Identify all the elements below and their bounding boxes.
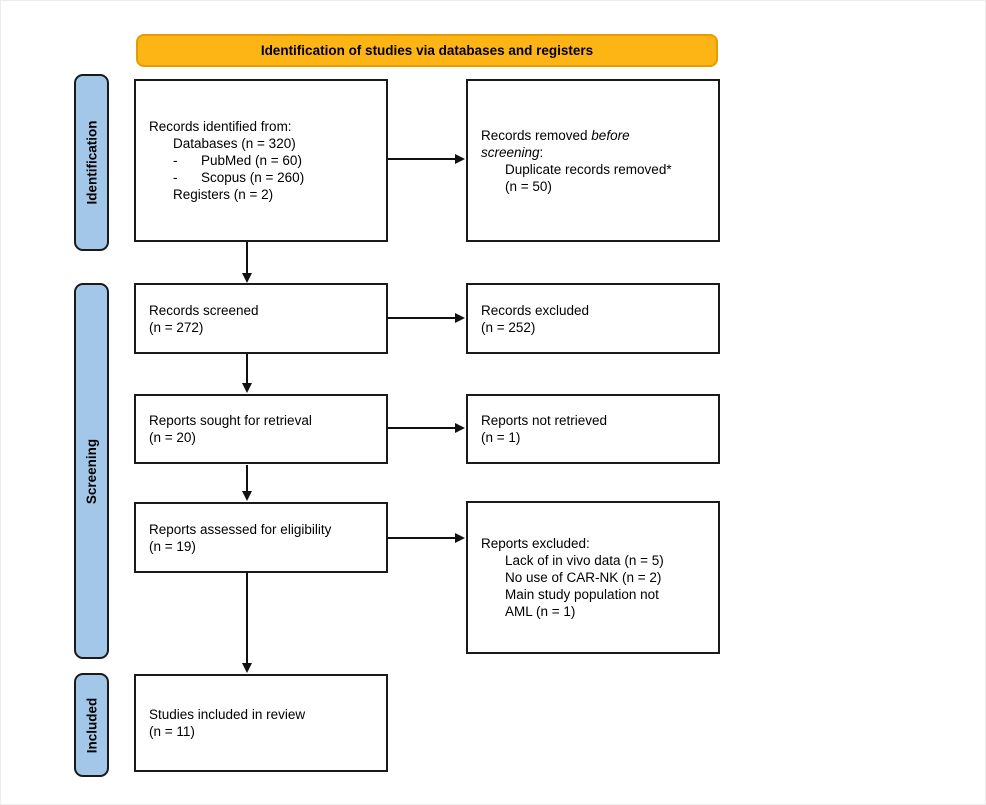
arrow-line	[246, 465, 248, 493]
box-text-line	[173, 186, 378, 203]
text-run: Reports excluded:	[481, 536, 590, 551]
text-run: Records identified from:	[149, 119, 292, 134]
text-run: Studies included in review	[149, 707, 306, 722]
box-text-line	[481, 144, 710, 161]
box-text-line	[481, 127, 710, 144]
text-run: (n = 252)	[481, 319, 536, 335]
box-studies-included-in-review	[134, 674, 388, 772]
arrowhead-right-icon	[455, 533, 465, 543]
text-run: before	[591, 127, 630, 143]
text-run: PubMed (n = 60)	[201, 153, 302, 168]
box-text-line	[149, 319, 378, 336]
box-text-line	[173, 135, 378, 152]
box-reports-sought-for-retrieval	[134, 394, 388, 464]
box-reports-assessed-for-eligibility	[134, 502, 388, 573]
box-text-line	[505, 586, 710, 603]
text-run: screening	[481, 144, 540, 160]
box-text-line	[481, 319, 710, 336]
box-reports-excluded-reasons	[466, 501, 720, 654]
dash-bullet: -	[173, 153, 178, 168]
text-run: Registers (n = 2)	[173, 187, 274, 202]
box-text-line	[173, 169, 378, 186]
text-run: Records removed	[481, 127, 592, 143]
stage-pill-screening	[74, 283, 109, 659]
text-run: (n = 1)	[481, 430, 521, 445]
box-records-identified	[134, 79, 388, 242]
arrowhead-right-icon	[455, 423, 465, 433]
text-run: Reports sought for retrieval	[149, 413, 312, 428]
box-records-excluded	[466, 283, 720, 354]
box-text-line	[149, 706, 378, 723]
arrowhead-down-icon	[242, 663, 252, 673]
text-run: Records excluded	[481, 302, 590, 318]
text-run: Main study population not	[505, 587, 659, 602]
arrow-line	[388, 427, 456, 429]
box-text-line	[481, 535, 710, 552]
text-run: (n = 11)	[149, 724, 195, 739]
box-text-line	[173, 152, 378, 169]
box-reports-not-retrieved	[466, 394, 720, 464]
box-text-line	[481, 429, 710, 446]
box-text-line	[481, 412, 710, 429]
arrow-line	[246, 354, 248, 385]
arrow-line	[388, 158, 456, 160]
box-text-line	[149, 118, 378, 135]
stage-label-identification: Identification	[84, 120, 99, 205]
text-run: No use of CAR-NK (n = 2)	[505, 570, 662, 585]
box-text-line	[149, 723, 378, 740]
text-run: (n = 50)	[505, 178, 552, 194]
stage-label-screening: Screening	[84, 438, 99, 504]
text-run: (n = 272)	[149, 319, 204, 335]
text-run: Scopus (n = 260)	[201, 170, 305, 185]
arrowhead-right-icon	[455, 154, 465, 164]
box-text-line	[149, 412, 378, 429]
arrow-line	[388, 537, 456, 539]
arrowhead-down-icon	[242, 273, 252, 283]
box-text-line	[505, 161, 710, 178]
stage-label-included: Included	[84, 697, 100, 753]
box-text-line	[149, 521, 378, 538]
box-text-line	[505, 178, 710, 195]
arrowhead-down-icon	[242, 383, 252, 393]
text-run: (n = 19)	[149, 538, 196, 554]
arrow-line	[246, 242, 248, 275]
box-text-line	[505, 603, 710, 620]
box-text-line	[505, 569, 710, 586]
arrow-line	[246, 572, 248, 665]
text-run: Reports assessed for eligibility	[149, 521, 332, 537]
box-records-screened	[134, 283, 388, 354]
box-text-line	[505, 552, 710, 569]
box-text-line	[149, 429, 378, 446]
text-run: Lack of in vivo data (n = 5)	[505, 553, 664, 568]
text-run: :	[539, 144, 544, 160]
arrowhead-right-icon	[455, 313, 465, 323]
text-run: (n = 20)	[149, 430, 196, 445]
text-run: Duplicate records removed*	[505, 161, 672, 177]
dash-bullet: -	[173, 170, 178, 185]
stage-pill-identification	[74, 74, 109, 251]
arrow-line	[388, 317, 456, 319]
text-run: AML (n = 1)	[505, 604, 576, 619]
text-run: Records screened	[149, 302, 259, 318]
text-run: Reports not retrieved	[481, 413, 608, 428]
text-run: Databases (n = 320)	[173, 136, 296, 151]
box-text-line	[481, 302, 710, 319]
box-records-removed-before-screening	[466, 79, 720, 242]
banner-identification-of-studies	[136, 34, 718, 67]
stage-pill-included	[74, 673, 109, 777]
banner-label: Identification of studies via databases and registers	[260, 43, 594, 58]
box-text-line	[149, 302, 378, 319]
arrowhead-down-icon	[242, 491, 252, 501]
box-text-line	[149, 538, 378, 555]
